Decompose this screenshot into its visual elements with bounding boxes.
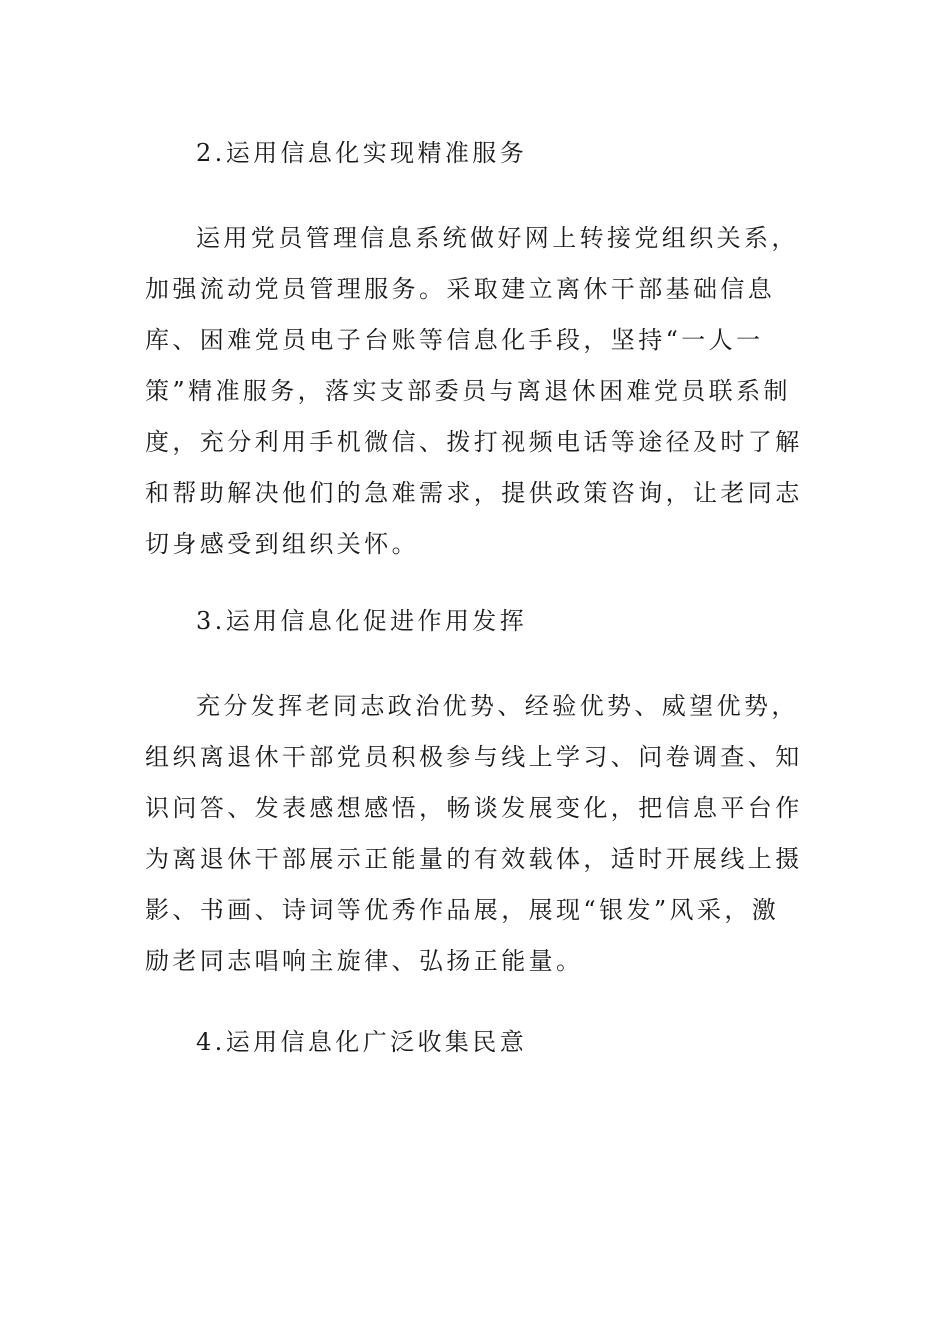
section-paragraph-2: 运用党员管理信息系统做好网上转接党组织关系，加强流动党员管理服务。采取建立离休干部基础信息库、困难党员电子台账等信息化手段，坚持“一人一策”精准服务，落实支部委员与离退休困难党员联系制度，充分利用手机微信、拨打视频电话等途径及时了解和帮助解决他们的急难需求，提供政策咨询，让老同志切身感受到组织关怀。 [145, 224, 803, 558]
section-paragraph-3: 充分发挥老同志政治优势、经验优势、威望优势，组织离退休干部党员积极参与线上学习、问卷调查、知识问答、发表感想感悟，畅谈发展变化，把信息平台作为离退休干部展示正能量的有效载体，适时开展线上摄影、书画、诗词等优秀作品展，展现“银发”风采，激励老同志唱响主旋律、弘扬正能量。 [145, 692, 803, 975]
section-heading-3: 3.运用信息化促进作用发挥 [196, 607, 528, 635]
section-heading-4: 4.运用信息化广泛收集民意 [196, 1028, 528, 1056]
section-heading-2: 2.运用信息化实现精准服务 [196, 139, 528, 167]
